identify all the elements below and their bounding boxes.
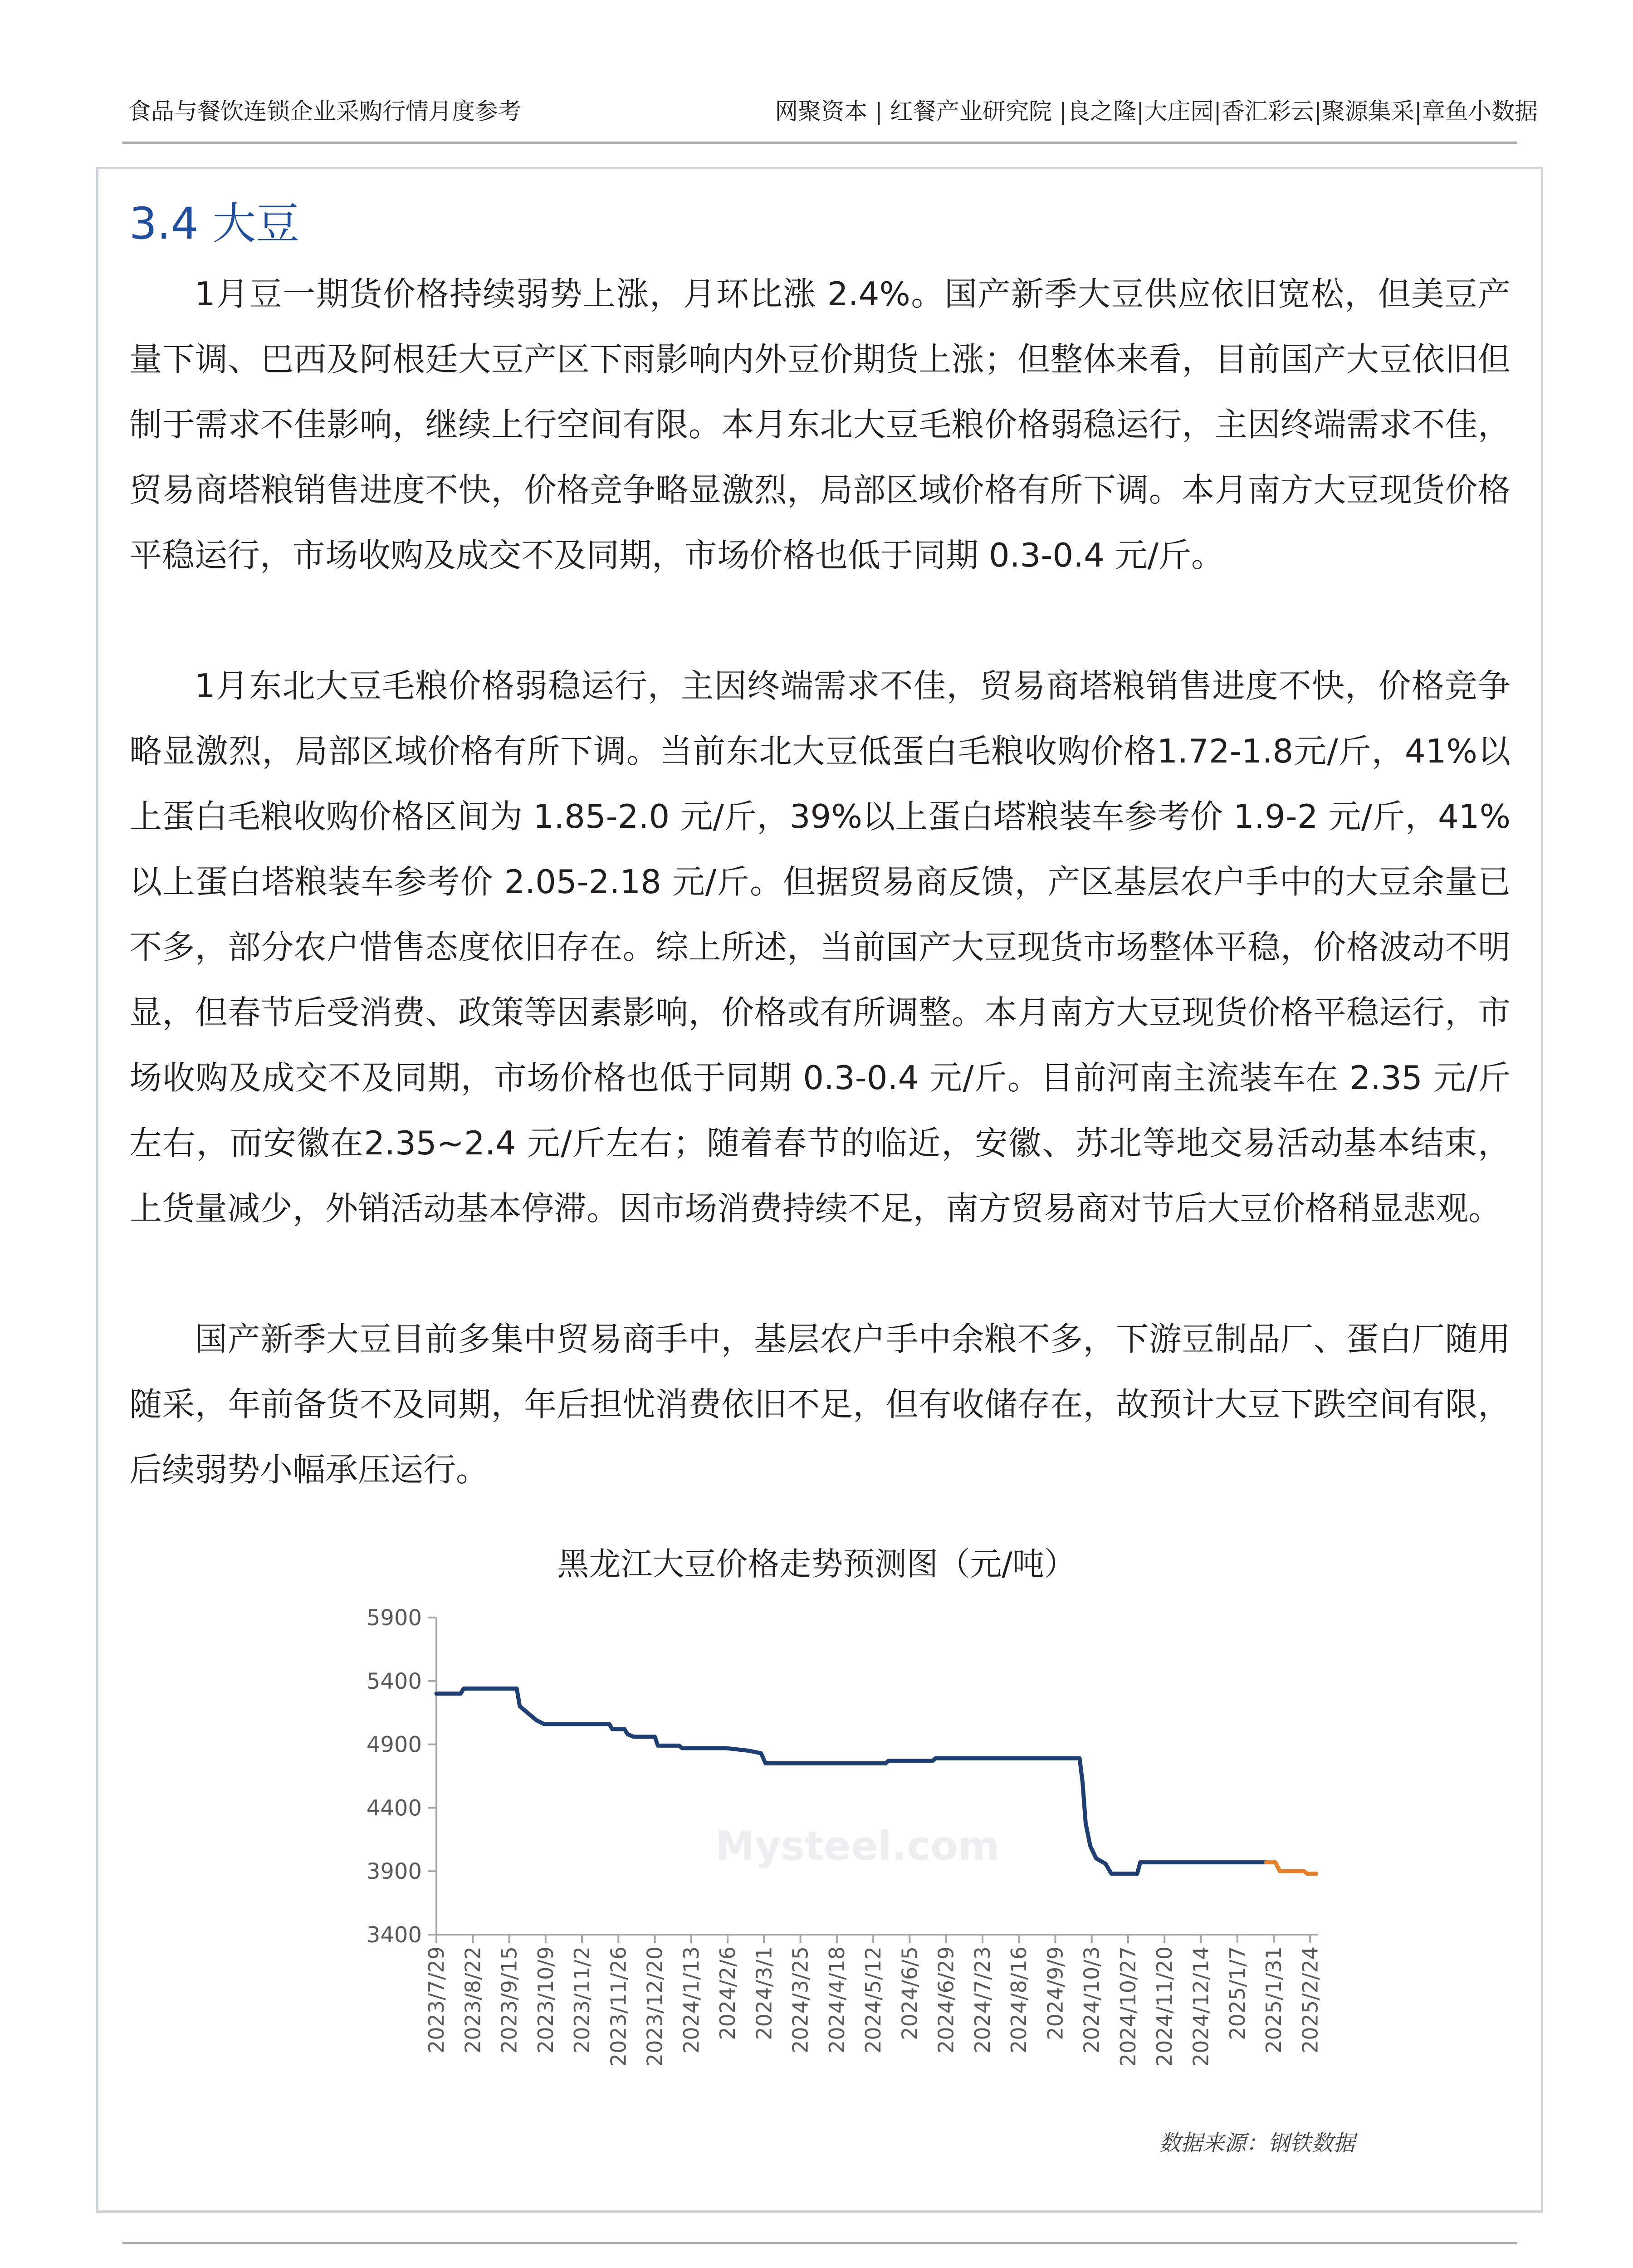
x-tick-label: 2024/3/25 <box>788 1946 813 2053</box>
x-tick-label: 2023/10/9 <box>533 1946 558 2053</box>
chart-watermark: Mysteel.com <box>715 1823 1000 1869</box>
x-tick-label: 2025/1/7 <box>1225 1946 1250 2040</box>
x-tick-label: 2024/12/14 <box>1188 1946 1213 2067</box>
x-tick-label: 2025/2/24 <box>1298 1946 1323 2053</box>
x-tick-label: 2024/6/29 <box>934 1946 958 2053</box>
y-tick-label: 3400 <box>366 1922 422 1948</box>
x-tick-label: 2023/11/2 <box>570 1946 595 2053</box>
x-tick-label: 2024/3/1 <box>752 1946 777 2040</box>
x-tick-label: 2024/11/20 <box>1152 1946 1177 2067</box>
paragraph-1: 1月豆一期货价格持续弱势上涨，月环比涨 2.4%。国产新季大豆供应依旧宽松，但美豆产量下调、巴西及阿根廷大豆产区下雨影响内外豆价期货上涨；但整体来看，目前国产大豆依旧但制于需求不佳影响，继续上行空间有限。本月东北大豆毛粮价格弱稳运行，主因终端需求不佳，贸易商塔粮销售进度不快，价格竞争略显激烈，局部区域价格有所下调。本月南方大豆现货价格平稳运行，市场收购及成交不及同期，市场价格也低于同期 0.3-0.4 元/斤。 <box>129 275 1511 574</box>
x-tick-label: 2023/7/29 <box>424 1946 449 2053</box>
x-tick-label: 2024/8/16 <box>1007 1946 1032 2053</box>
header-report-title: 食品与餐饮连锁企业采购行情月度参考 <box>128 98 522 125</box>
x-tick-label: 2024/6/5 <box>897 1946 922 2040</box>
section-heading: 3.4 大豆 <box>129 198 300 249</box>
y-tick-label: 5900 <box>366 1605 422 1631</box>
x-tick-label: 2023/9/15 <box>497 1946 522 2053</box>
data-source-note: 数据来源：钢铁数据 <box>1159 2131 1355 2156</box>
x-tick-label: 2023/8/22 <box>460 1946 485 2053</box>
y-tick-label: 3900 <box>366 1859 422 1885</box>
x-tick-label: 2024/10/3 <box>1079 1946 1104 2053</box>
x-tick-label: 2024/10/27 <box>1115 1946 1140 2067</box>
x-tick-label: 2024/1/13 <box>679 1946 704 2053</box>
footer-divider <box>122 2242 1517 2244</box>
paragraph-2: 1月东北大豆毛粮价格弱稳运行，主因终端需求不佳，贸易商塔粮销售进度不快，价格竞争略显激烈，局部区域价格有所下调。当前东北大豆低蛋白毛粮收购价格1.72-1.8元/斤，41%以上蛋白毛粮收购价格区间为 1.85-2.0 元/斤，39%以上蛋白塔粮装车参考价 1.9-2 元/斤，41%以上蛋白塔粮装车参考价 2.05-2.18 元/斤。但据贸易商反馈，产区基层农户手中的大豆余量已不多，部分农户惜售态度依旧存在。综上所述，当前国产大豆现货市场整体平稳，价格波动不明显，但春节后受消费、政策等因素影响，价格或有所调整。本月南方大豆现货价格平稳运行，市场收购及成交不及同期，市场价格也低于同期 0.3-0.4 元/斤。目前河南主流装车在 2.35 元/斤左右，而安徽在2.35~2.4 元/斤左右；随着春节的临近，安徽、苏北等地交易活动基本结束，上货量减少，外销活动基本停滞。因市场消费持续不足，南方贸易商对节后大豆价格稍显悲观。 <box>129 667 1511 1227</box>
x-tick-label: 2023/12/20 <box>642 1946 667 2067</box>
chart-title: 黑龙江大豆价格走势预测图（元/吨） <box>557 1545 1076 1583</box>
x-tick-label: 2023/11/26 <box>606 1946 631 2067</box>
y-tick-label: 5400 <box>366 1668 422 1694</box>
y-tick-label: 4400 <box>366 1795 422 1821</box>
x-tick-label: 2024/9/9 <box>1043 1946 1068 2040</box>
price-series-line-forecast <box>1266 1862 1316 1874</box>
x-tick-label: 2025/1/31 <box>1261 1946 1286 2053</box>
x-tick-label: 2024/7/23 <box>970 1946 995 2053</box>
x-tick-label: 2024/2/6 <box>715 1946 740 2040</box>
header-organizations: 网聚资本 | 红餐产业研究院 |良之隆|大庄园|香汇彩云|聚源集采|章鱼小数据 <box>775 98 1538 125</box>
x-tick-label: 2024/4/18 <box>824 1946 849 2053</box>
paragraph-3: 国产新季大豆目前多集中贸易商手中，基层农户手中余粮不多，下游豆制品厂、蛋白厂随用随采，年前备货不及同期，年后担忧消费依旧不足，但有收储存在，故预计大豆下跌空间有限，后续弱势小幅承压运行。 <box>129 1320 1511 1489</box>
x-tick-label: 2024/5/12 <box>861 1946 886 2053</box>
y-tick-label: 4900 <box>366 1732 422 1758</box>
